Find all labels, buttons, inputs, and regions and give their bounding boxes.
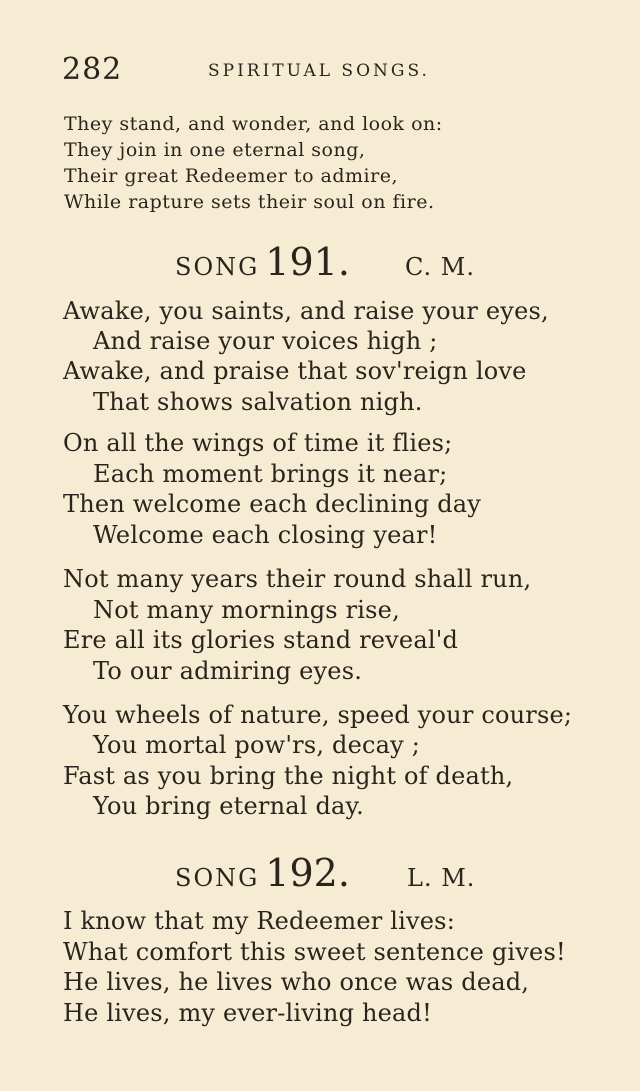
verse-line: To our admiring eyes. (93, 657, 363, 685)
song-label: SONG (175, 253, 260, 281)
continuation-line: They stand, and wonder, and look on: (64, 113, 443, 135)
verse-line: Welcome each closing year! (93, 521, 438, 549)
verse-line: On all the wings of time it flies; (63, 429, 453, 457)
song-label: SONG (175, 864, 260, 892)
song-number: 192. (265, 851, 350, 895)
continuation-line: While rapture sets their soul on fire. (64, 191, 435, 213)
song-number: 191. (265, 240, 350, 284)
verse-line: He lives, he lives who once was dead, (63, 968, 530, 996)
verse-line: Each moment brings it near; (93, 460, 448, 488)
page-header (62, 52, 482, 86)
verse-line: And raise your voices high ; (93, 327, 438, 355)
verse-line: Ere all its glories stand reveal'd (63, 626, 459, 654)
page-number: 282 (62, 52, 123, 87)
verse-line: What comfort this sweet sentence gives! (63, 938, 566, 966)
continuation-line: Their great Redeemer to admire, (64, 165, 398, 187)
verse-line: Fast as you bring the night of death, (63, 762, 514, 790)
running-title: SPIRITUAL SONGS. (208, 61, 430, 81)
verse-line: I know that my Redeemer lives: (63, 907, 455, 935)
verse-line: You wheels of nature, speed your course; (63, 701, 573, 729)
verse-line: That shows salvation nigh. (93, 388, 423, 416)
verse-line: You bring eternal day. (93, 792, 364, 820)
verse-line: Then welcome each declining day (63, 490, 482, 518)
verse-line: You mortal pow'rs, decay ; (93, 731, 421, 759)
song-191-heading (175, 240, 350, 284)
continuation-line: They join in one eternal song, (64, 139, 366, 161)
verse-line: Not many mornings rise, (93, 596, 400, 624)
verse-line: He lives, my ever-living head! (63, 999, 432, 1027)
verse-line: Awake, and praise that sov'reign love (63, 357, 527, 385)
verse-line: Not many years their round shall run, (63, 565, 532, 593)
song-191-meter: C. M. (405, 253, 475, 281)
song-192-meter: L. M. (407, 864, 476, 892)
verse-line: Awake, you saints, and raise your eyes, (63, 297, 549, 325)
song-192-heading (175, 851, 350, 895)
